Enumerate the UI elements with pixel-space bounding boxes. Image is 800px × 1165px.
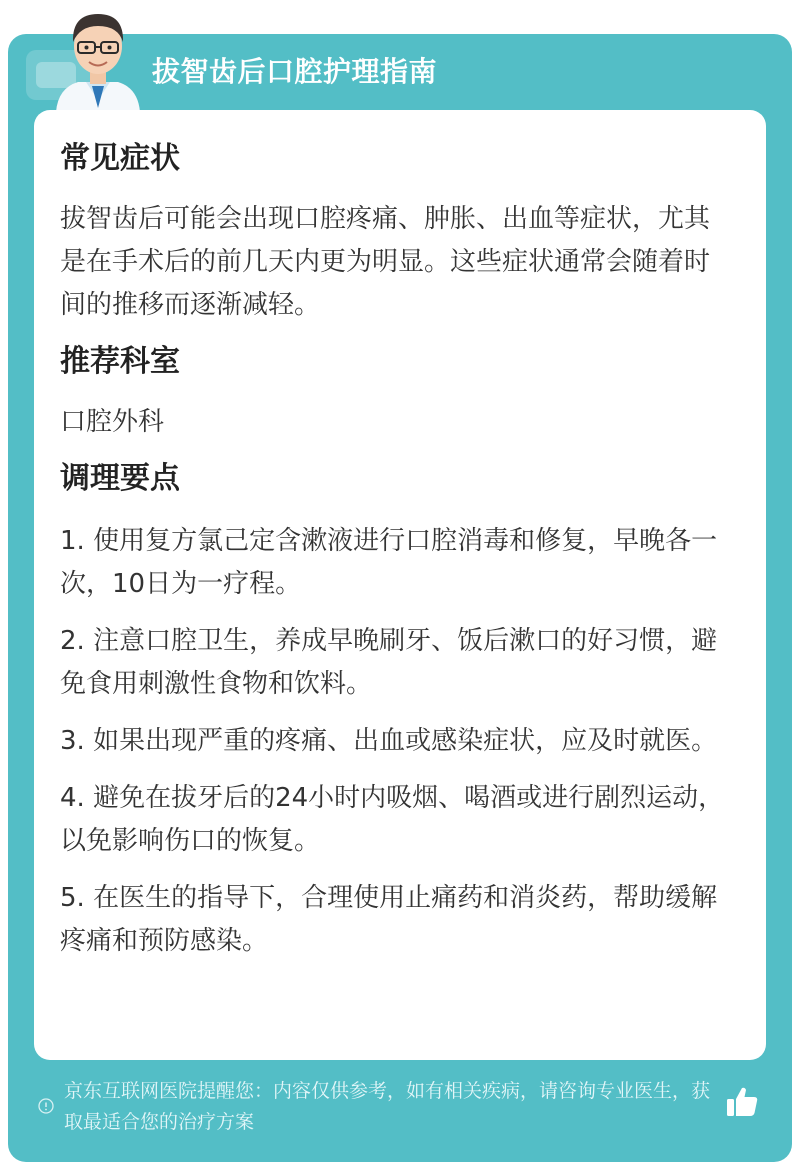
care-item: 4. 避免在拔牙后的24小时内吸烟、喝酒或进行剧烈运动，以免影响伤口的恢复。 bbox=[60, 783, 725, 856]
care-item: 2. 注意口腔卫生，养成早晚刷牙、饭后漱口的好习惯，避免食用刺激性食物和饮料。 bbox=[60, 626, 718, 699]
symptoms-body: 拔智齿后可能会出现口腔疼痛、肿胀、出血等症状，尤其是在手术后的前几天内更为明显。这些症状通常会随着时间的推移而逐渐减轻。 bbox=[60, 204, 711, 320]
department-body: 口腔外科 bbox=[60, 407, 165, 437]
care-item: 1. 使用复方氯己定含漱液进行口腔消毒和修复，早晚各一次，10日为一疗程。 bbox=[60, 526, 718, 599]
care-item: 5. 在医生的指导下，合理使用止痛药和消炎药，帮助缓解疼痛和预防感染。 bbox=[60, 883, 718, 956]
info-icon bbox=[38, 1098, 54, 1114]
symptoms-title: 常见症状 bbox=[60, 141, 180, 176]
department-title: 推荐科室 bbox=[60, 344, 180, 379]
care-item: 3. 如果出现严重的疼痛、出血或感染症状，应及时就医。 bbox=[60, 726, 718, 756]
footer-disclaimer: 京东互联网医院提醒您：内容仅供参考，如有相关疾病，请咨询专业医生，获取最适合您的治疗方案 bbox=[64, 1080, 711, 1133]
page-title: 拔智齿后口腔护理指南 bbox=[152, 55, 438, 88]
doctor-avatar-icon bbox=[48, 4, 148, 112]
care-title: 调理要点 bbox=[60, 461, 180, 496]
thumbs-up-icon[interactable] bbox=[724, 1084, 760, 1120]
guide-content bbox=[60, 110, 728, 963]
